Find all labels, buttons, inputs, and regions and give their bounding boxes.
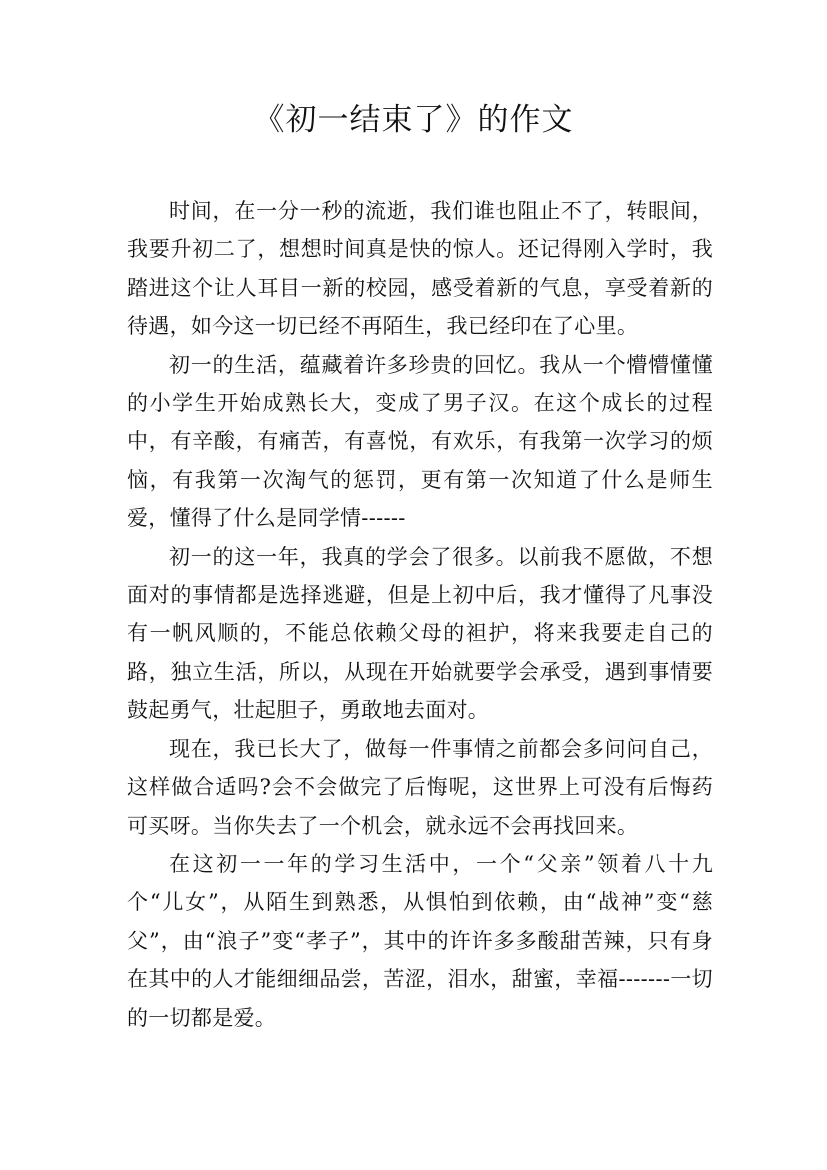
paragraph-5: 在这初一一年的学习生活中，一个“父亲”领着八十九个“儿女”，从陌生到熟悉，从惧怕到依赖，由“战神”变“慈父”，由“浪子”变“孝子”，其中的许许多多酸甜苦辣，只有身在其中的人才能细细品尝，苦涩，泪水，甜蜜，幸福-------一切的一切都是爱。 xyxy=(127,851,713,1030)
document-title: 《初一结束了》的作文 xyxy=(253,102,574,138)
paragraph-3: 初一的这一年，我真的学会了很多。以前我不愿做，不想面对的事情都是选择逃避，但是上初中后，我才懂得了凡事没有一帆风顺的，不能总依赖父母的袒护，将来我要走自己的路，独立生活，所以，从现在开始就要学会承受，遇到事情要鼓起勇气，壮起胆子，勇敢地去面对。 xyxy=(127,544,713,723)
paragraph-4: 现在，我已长大了，做每一件事情之前都会多问问自己，这样做合适吗?会不会做完了后悔呢，这世界上可没有后悔药可买呀。当你失去了一个机会，就永远不会再找回来。 xyxy=(127,736,713,838)
document-body xyxy=(127,192,713,1037)
paragraph-1: 时间，在一分一秒的流逝，我们谁也阻止不了，转眼间，我要升初二了，想想时间真是快的惊人。还记得刚入学时，我踏进这个让人耳目一新的校园，感受着新的气息，享受着新的待遇，如今这一切已经不再陌生，我已经印在了心里。 xyxy=(127,199,713,339)
paragraph-2: 初一的生活，蕴藏着许多珍贵的回忆。我从一个懵懵懂懂的小学生开始成熟长大，变成了男子汉。在这个成长的过程中，有辛酸，有痛苦，有喜悦，有欢乐，有我第一次学习的烦恼，有我第一次淘气的惩罚，更有第一次知道了什么是师生爱，懂得了什么是同学情------ xyxy=(127,352,713,531)
